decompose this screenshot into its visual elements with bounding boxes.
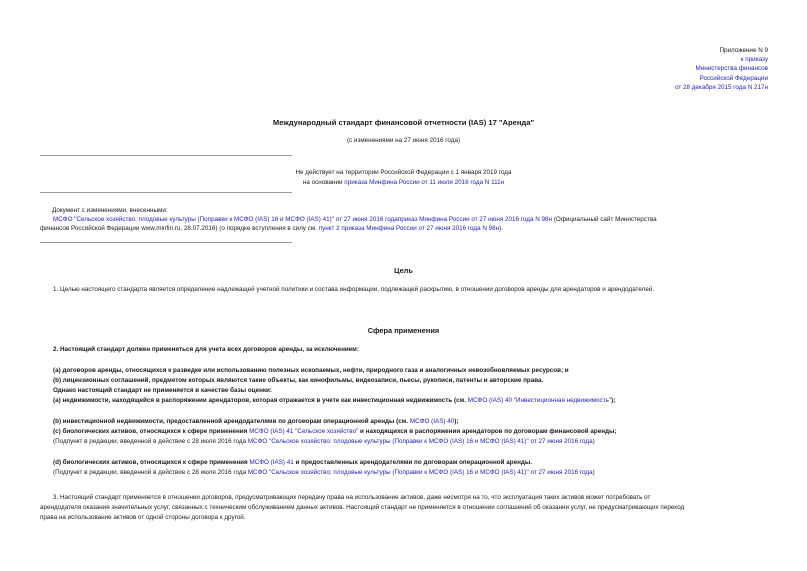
paragraph-3-line: права на использование активов от одной стороны договора к другой. (40, 514, 246, 521)
changes-link-order[interactable]: приказ Минфина России от 27 июня 2016 года N 98н (397, 216, 552, 223)
item-link-ias41[interactable]: МСФО (IAS) 41 "Сельское хозяйство" (249, 428, 359, 435)
scope-item-c2 (53, 428, 617, 437)
scope-note-c2 (53, 438, 595, 447)
scope-item-b2 (53, 418, 458, 427)
note-text: ) (592, 438, 595, 445)
note-link[interactable]: МСФО "Сельское хозяйство: плодовые культуры (Поправки к МСФО (IAS) 16 и МСФО (IAS) 41)" от 27 июня 2016 года (247, 469, 593, 476)
annex-link[interactable]: Министерства финансов (695, 65, 768, 73)
item-text: и находящихся в распоряжении арендаторов по договорам финансовой аренды; (358, 428, 617, 435)
paragraph-3-line: 3. Настоящий стандарт применяется в отношении договоров, предусматривающих передачу права на использование активов, даже несмотря на то, что эксплуатация таких активов может потребовать от (53, 494, 651, 501)
annex-link[interactable]: от 28 декабря 2015 года N 217н (674, 83, 768, 91)
notice (0, 168, 807, 187)
divider (40, 155, 292, 156)
paragraph-3-line: арендодателя оказания значительных услуг, связанных с техническим обслуживанием данных активов. Настоящий стандарт не применяется в отношении соглашений об оказании услуг, не предусматривающих переход (40, 504, 685, 511)
page-title: Международный стандарт финансовой отчетности (IAS) 17 "Аренда" (272, 118, 535, 127)
item-text: (b) инвестиционной недвижимости, предоставленной арендодателями по договорам операционной аренды (см. (53, 418, 410, 425)
annex-link[interactable]: Российской Федерации (699, 74, 768, 82)
paragraph-2: 2. Настоящий стандарт должен применяться для учета всех договоров аренды, за исключением: (53, 346, 359, 353)
item-text: (a) недвижимости, находящейся в распоряжении арендаторов, которая отражается в учете как инвестиционная недвижимость (см. (53, 397, 468, 404)
scope-however: Однако настоящий стандарт не применяется в качестве базы оценки: (53, 387, 272, 394)
item-text: (d) биологических активов, относящихся к сфере применения (53, 459, 250, 466)
item-link-ias40-short[interactable]: МСФО (IAS) 40 (409, 418, 455, 425)
item-text: ); (454, 418, 459, 425)
notice-link[interactable]: приказа Минфина России от 11 июля 2016 года N 111н (344, 178, 505, 186)
item-text: ); (611, 397, 616, 404)
scope-item-a: (a) договоров аренды, относящихся к разведке или использованию полезных ископаемых, нефти, природного газа и аналогичных невозобновляемых ресурсов; и (53, 367, 569, 374)
changes-text: (Официальный сайт Министерства (551, 216, 657, 223)
item-text: (c) биологических активов, относящихся к сфере применения (53, 428, 250, 435)
notice-prefix: на основании (302, 178, 345, 186)
note-text: (Подпункт в редакции, введенной в действие с 28 июля 2016 года (53, 438, 248, 445)
scope-note-d2 (53, 469, 595, 478)
note-link[interactable]: МСФО "Сельское хозяйство: плодовые культуры (Поправки к МСФО (IAS) 16 и МСФО (IAS) 41)" от 27 июня 2016 года (247, 438, 593, 445)
section-heading-goal: Цель (394, 266, 413, 275)
item-text: и предоставленных арендодателями по договорам операционной аренды. (293, 459, 533, 466)
changes-line (53, 216, 657, 225)
annex-block (675, 46, 768, 92)
item-link-ias41-short[interactable]: МСФО (IAS) 41 (249, 459, 294, 466)
divider (40, 242, 292, 243)
changes-text: ). (499, 225, 503, 232)
item-link-ias40[interactable]: МСФО (IAS) 40 "Инвестиционная недвижимость" (467, 397, 612, 404)
scope-item-a2 (53, 397, 615, 406)
note-text: ) (592, 469, 595, 476)
annex-link[interactable]: к приказу (740, 56, 768, 64)
changes-line (40, 225, 503, 234)
section-heading-scope: Сфера применения (367, 326, 440, 335)
changes-text: финансов Российской Федерации www.minfin.ru, 28.07.2016) (о порядке вступления в силу см. (40, 225, 319, 232)
changes-link-point[interactable]: пункт 2 приказа Минфина России от 27 июня 2016 года N 98н (318, 225, 500, 232)
notice-line: Не действует на территории Российской Федерации с 1 января 2019 года (295, 169, 512, 176)
changes-label: Документ с изменениями, внесенными: (52, 207, 168, 214)
scope-item-b: (b) лицензионных соглашений, предметом которых являются такие объекты, как кинофильмы, видеозаписи, пьесы, рукописи, патенты и авторские права. (53, 377, 544, 384)
note-text: (Подпункт в редакции, введенной в действие с 28 июля 2016 года (53, 469, 248, 476)
annex-line: Приложение N 9 (719, 47, 768, 54)
scope-item-d2 (53, 459, 532, 468)
divider (40, 192, 292, 193)
changes-link-standard[interactable]: МСФО "Сельское хозяйство: плодовые культуры (Поправки к МСФО (IAS) 16 и МСФО (IAS) 41)" от 27 июня 2016 года (53, 216, 398, 223)
paragraph-1: 1. Целью настоящего стандарта является определение надлежащей учетной политики и состава информации, подлежащей раскрытию, в отношении договоров аренды для арендаторов и арендодателей. (53, 286, 655, 293)
notice-line (0, 178, 807, 188)
page-subtitle: (с изменениями на 27 июня 2016 года) (346, 137, 461, 144)
